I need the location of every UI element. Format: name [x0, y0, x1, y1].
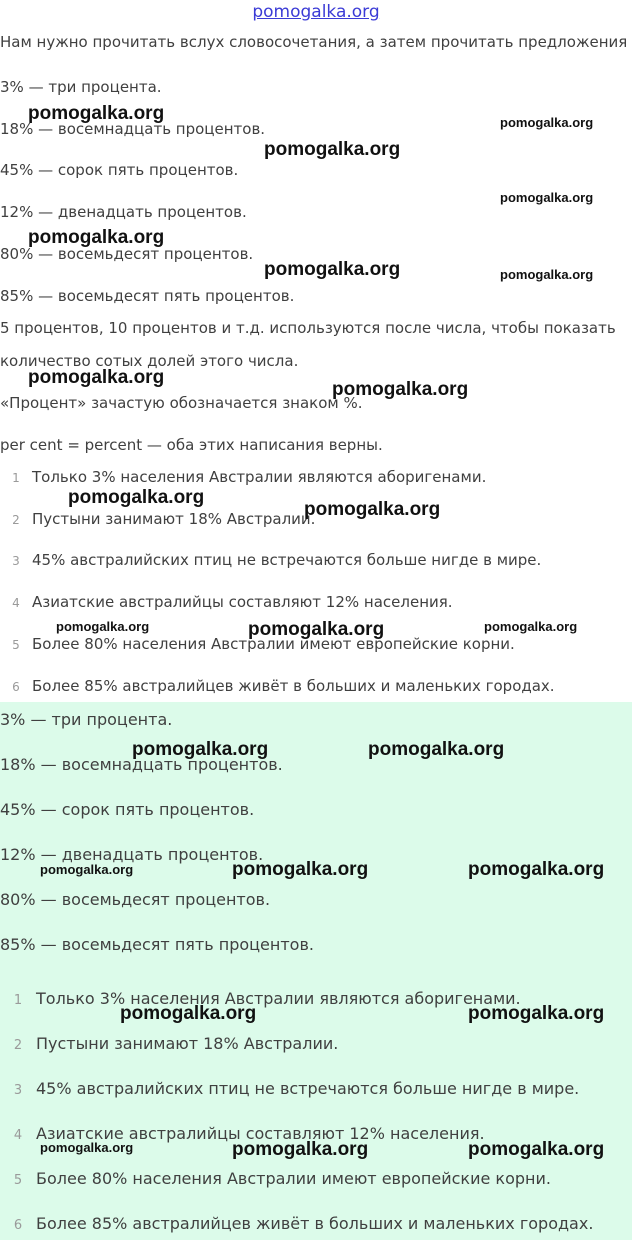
- phrase-line: 45% — сорок пять процентов.: [0, 161, 239, 179]
- phrase-line: 3% — три процента.: [0, 78, 162, 96]
- watermark: pomogalka.org: [28, 367, 165, 388]
- watermark: pomogalka.org: [500, 267, 594, 282]
- phrase-line: 12% — двенадцать процентов.: [0, 203, 247, 221]
- watermark: pomogalka.org: [468, 859, 605, 880]
- sentence-number: 3: [12, 554, 20, 568]
- answer-phrase-line: 85% — восемьдесят пять процентов.: [0, 935, 314, 954]
- answer-sentence-item: [0, 1079, 579, 1098]
- sentence-item: [0, 510, 315, 528]
- phrase-line: 18% — восемнадцать процентов.: [0, 120, 266, 138]
- sentence-text: Только 3% населения Австралии являются аборигенами.: [36, 989, 521, 1008]
- sentence-text: Более 80% населения Австралии имеют европейские корни.: [32, 635, 515, 653]
- sentence-number: 1: [13, 993, 23, 1008]
- sentence-number: 1: [12, 471, 20, 485]
- sentence-text: 45% австралийских птиц не встречаются больше нигде в мире.: [32, 551, 542, 569]
- sentence-item: [0, 677, 555, 695]
- answer-sentence-item: [0, 1169, 551, 1188]
- sentence-text: Более 85% австралийцев живёт в больших и маленьких городах.: [32, 677, 555, 695]
- answer-phrase-line: 18% — восемнадцать процентов.: [0, 755, 283, 774]
- sentence-text: Пустыни занимают 18% Австралии.: [36, 1034, 339, 1053]
- note-line: «Процент» зачастую обозначается знаком %.: [0, 394, 363, 412]
- sentence-item: [0, 468, 486, 486]
- note-line: 5 процентов, 10 процентов и т.д. используются после числа, чтобы показать: [0, 319, 616, 337]
- watermark: pomogalka.org: [332, 379, 469, 400]
- sentence-number: 4: [12, 596, 20, 610]
- sentence-number: 3: [13, 1083, 23, 1098]
- sentence-number: 5: [12, 638, 20, 652]
- sentence-number: 2: [13, 1038, 23, 1053]
- site-link[interactable]: pomogalka.org: [252, 2, 380, 22]
- sentence-text: Пустыни занимают 18% Австралии.: [32, 510, 316, 528]
- sentence-text: 45% австралийских птиц не встречаются больше нигде в мире.: [36, 1079, 580, 1098]
- watermark: pomogalka.org: [68, 487, 205, 508]
- watermark: pomogalka.org: [232, 859, 369, 880]
- sentence-item: [0, 551, 541, 569]
- phrase-line: 80% — восемьдесят процентов.: [0, 245, 254, 263]
- instruction-text: Нам нужно прочитать вслух словосочетания, а затем прочитать предложения: [0, 33, 628, 51]
- watermark: pomogalka.org: [232, 1139, 369, 1160]
- note-line: количество сотых долей этого числа.: [0, 352, 299, 370]
- sentence-number: 6: [12, 680, 20, 694]
- answer-sentence-item: [0, 1214, 593, 1233]
- answer-sentence-item: [0, 989, 521, 1008]
- watermark: pomogalka.org: [500, 115, 594, 130]
- watermark: pomogalka.org: [368, 739, 505, 760]
- answer-phrase-line: 80% — восемьдесят процентов.: [0, 890, 271, 909]
- watermark: pomogalka.org: [56, 619, 150, 634]
- watermark: pomogalka.org: [132, 739, 269, 760]
- answer-phrase-line: 3% — три процента.: [0, 710, 173, 729]
- note-line: per cent = percent — оба этих написания верны.: [0, 436, 383, 454]
- watermark: pomogalka.org: [468, 1003, 605, 1024]
- sentence-item: [0, 593, 453, 611]
- watermark: pomogalka.org: [500, 190, 594, 205]
- sentence-text: Более 85% австралийцев живёт в больших и маленьких городах.: [36, 1214, 594, 1233]
- watermark: pomogalka.org: [28, 103, 165, 124]
- watermark: pomogalka.org: [248, 619, 385, 640]
- watermark: pomogalka.org: [120, 1003, 257, 1024]
- sentence-text: Только 3% населения Австралии являются аборигенами.: [32, 468, 487, 486]
- watermark: pomogalka.org: [484, 619, 578, 634]
- sentence-number: 5: [13, 1173, 23, 1188]
- watermark: pomogalka.org: [28, 227, 165, 248]
- watermark: pomogalka.org: [304, 499, 441, 520]
- answer-sentence-item: [0, 1034, 338, 1053]
- sentence-number: 6: [13, 1218, 23, 1233]
- sentence-number: 4: [13, 1128, 23, 1143]
- answer-phrase-line: 45% — сорок пять процентов.: [0, 800, 255, 819]
- sentence-text: Азиатские австралийцы составляют 12% населения.: [32, 593, 453, 611]
- sentence-text: Более 80% населения Австралии имеют европейские корни.: [36, 1169, 551, 1188]
- watermark: pomogalka.org: [264, 139, 401, 160]
- watermark: pomogalka.org: [468, 1139, 605, 1160]
- sentence-number: 2: [12, 513, 20, 527]
- phrase-line: 85% — восемьдесят пять процентов.: [0, 287, 295, 305]
- sentence-text: Азиатские австралийцы составляют 12% населения.: [36, 1124, 485, 1143]
- watermark: pomogalka.org: [40, 862, 134, 877]
- watermark: pomogalka.org: [40, 1140, 134, 1155]
- watermark: pomogalka.org: [264, 259, 401, 280]
- answer-phrase-line: 12% — двенадцать процентов.: [0, 845, 264, 864]
